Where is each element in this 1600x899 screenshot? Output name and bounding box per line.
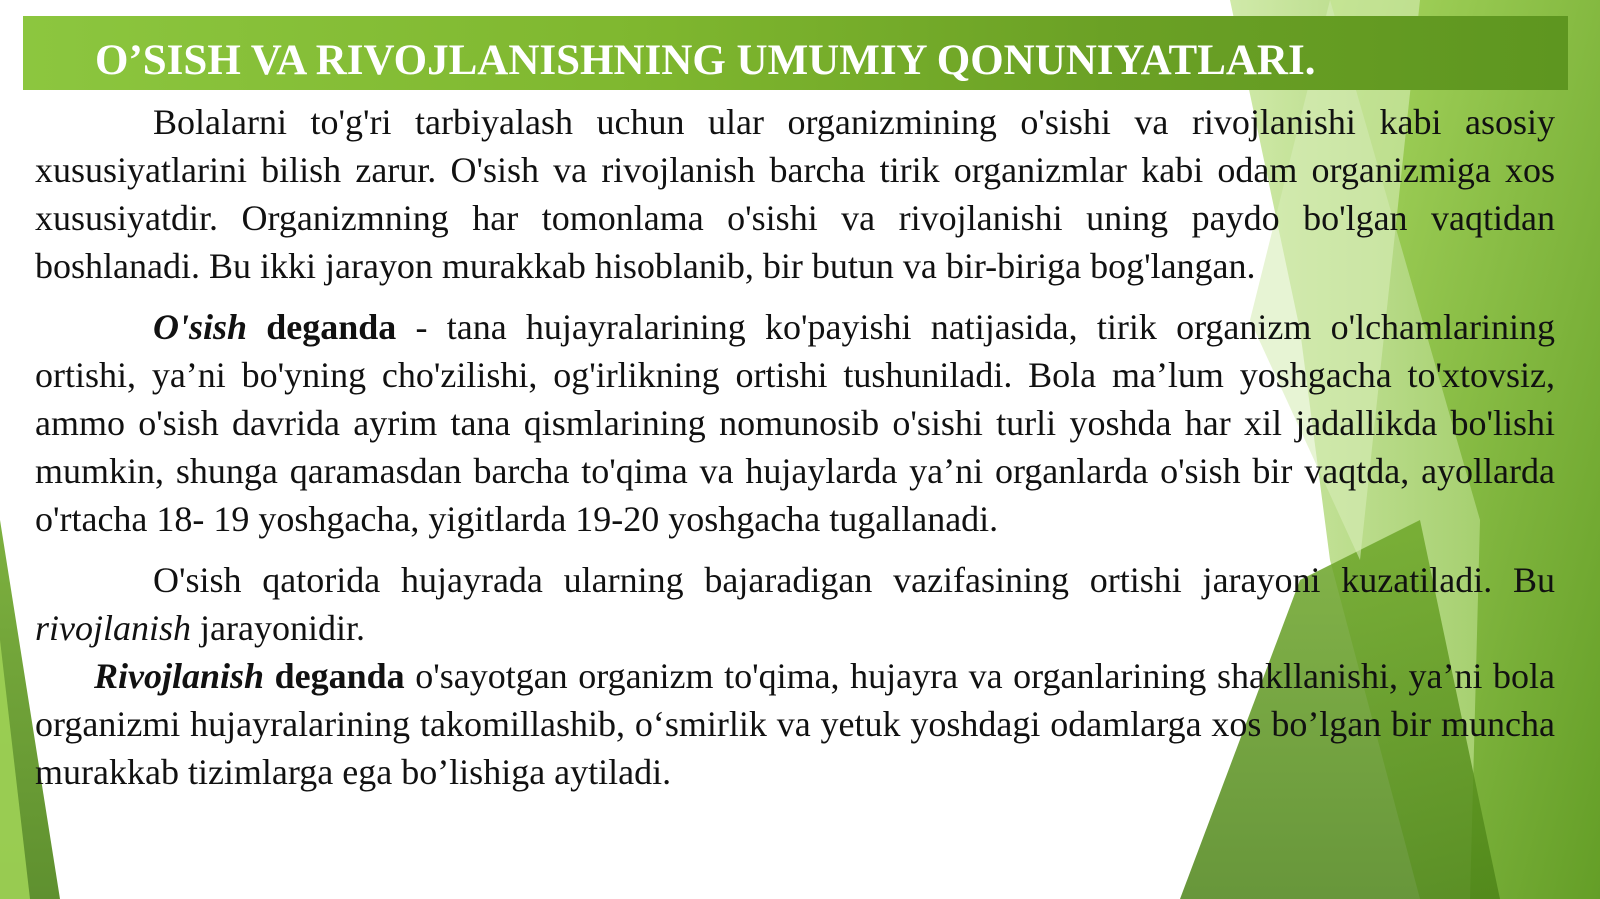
term-growth: O'sish [153,307,248,347]
paragraph-intro: Bolalarni to'g'ri tarbiyalash uchun ular organizmining o'sishi va rivojlanishi kabi asosiy xususiyatlarini bilish zarur. O'sish va rivojlanish barcha tirik organizmlar kabi odam organizmiga xos xususiyatdir. Organizmning har tomonlama o'sishi va rivojlanishi uning paydo bo'lgan vaqtidan boshlanadi. Bu ikki jarayon murakkab hisoblanib, bir butun va bir-biriga bog'langan. [35,102,1555,286]
paragraph-development-text: o'sayotgan organizm to'qima, hujayra va organlarining shakllanishi, ya’ni bola organizmi hujayralarining takomillashib, o‘smirlik va yetuk yoshdagi odamlarga xos bo’lgan bir muncha murakkab tizimlarga ega bo’lishiga aytiladi. [35,656,1556,792]
slide-title: O’SISH VA RIVOJLANISHNING UMUMIY QONUNIYATLARI. [95,37,1316,84]
term-growth-suffix: deganda [266,307,397,347]
term-development: Rivojlanish [94,656,265,696]
paragraph-growth [35,303,1555,543]
term-development-suffix: deganda [274,656,405,696]
paragraph-development-intro [35,556,1555,652]
paragraph-growth-text: - tana hujayralarining ko'payishi natijasida, tirik organizm o'lchamlarining ortishi, ya’ni bo'yning cho'zilishi, og'irlikning ortishi tushuniladi. Bola ma’lum yoshgacha to'xtovsiz, ammo o'sish davrida ayrim tana qismlarining nomunosib o'sishi turli yoshda har xil jadallikda bo'lishi mumkin, shunga qaramasdan barcha to'qima va hujaylarda ya’ni organlarda o'sish bir vaqtda, ayollarda o'rtacha 18- 19 yoshgacha, yigitlarda 19-20 yoshgacha tugallanadi. [35,307,1556,539]
italic-rivojlanish: rivojlanish [35,608,192,648]
slide-content [35,98,1555,796]
paragraph-development [35,652,1555,796]
paragraph-development-intro-end: jarayonidir. [191,608,365,648]
paragraph-development-intro-text: O'sish qatorida hujayrada ularning bajaradigan vazifasining ortishi jarayoni kuzatiladi. Bu [153,560,1555,600]
